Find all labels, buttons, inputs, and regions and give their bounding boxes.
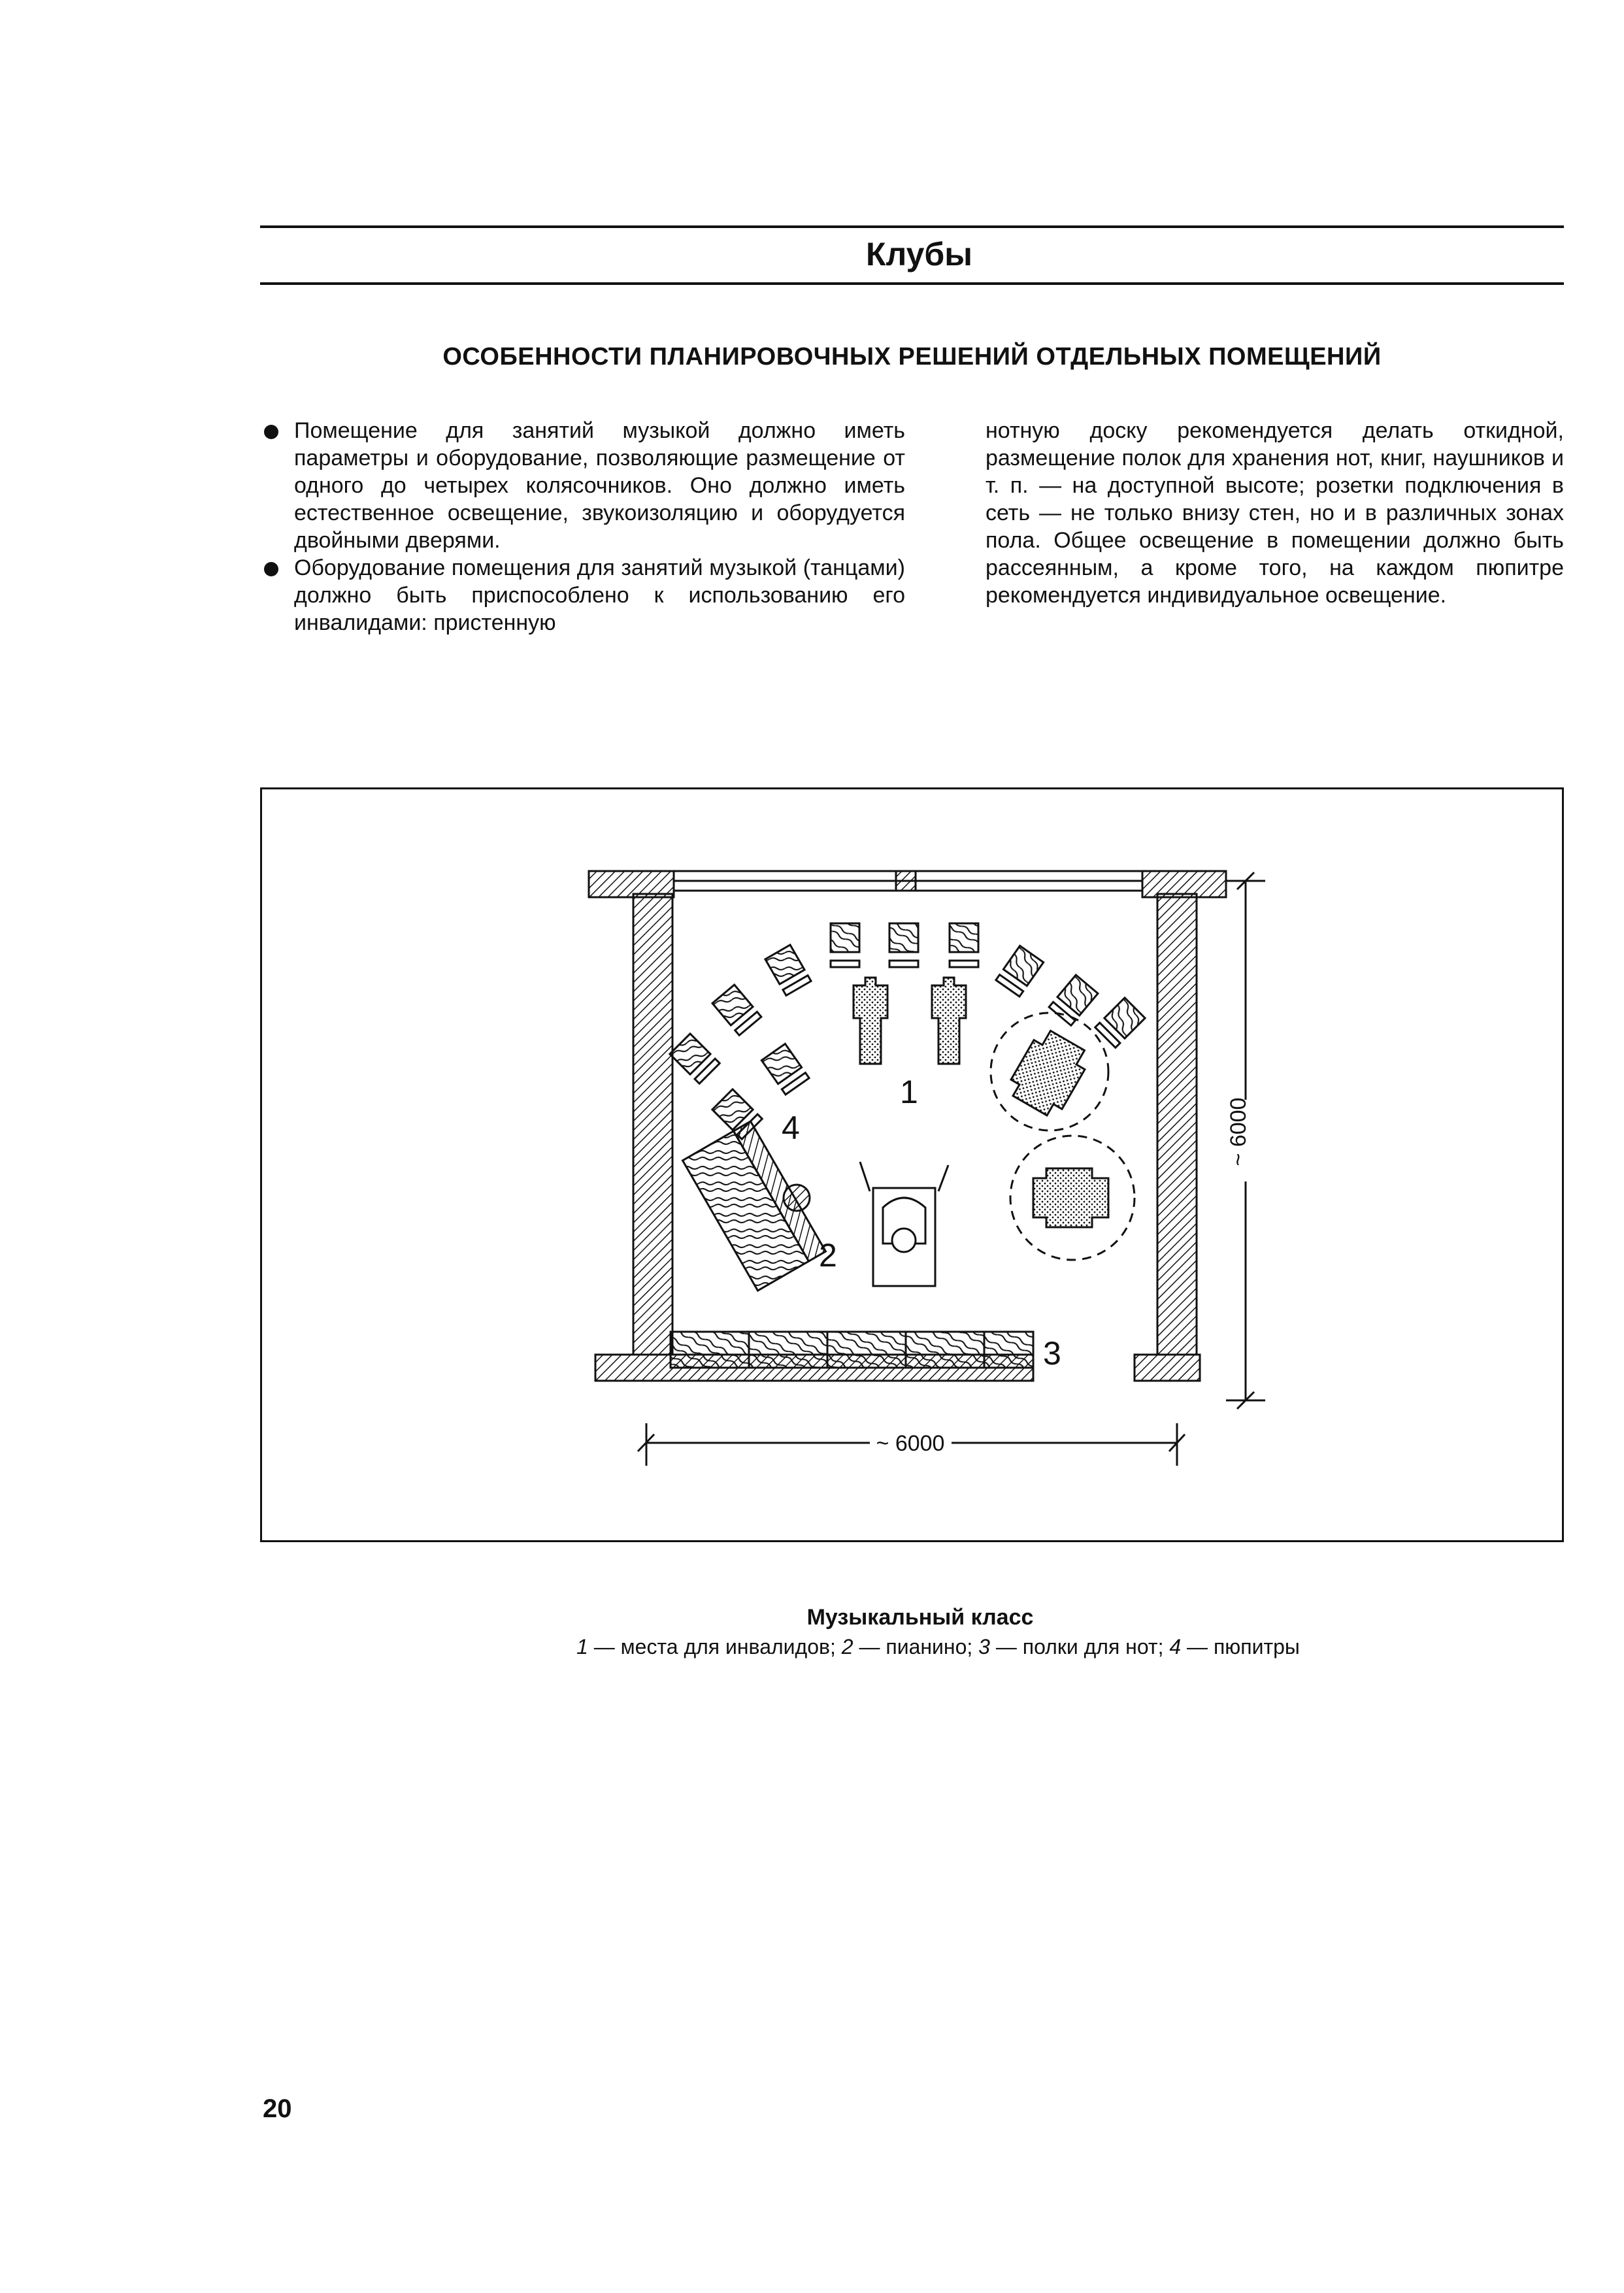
page-number: 20 <box>263 2094 292 2123</box>
legend-text-4: — пюпитры <box>1181 1635 1300 1658</box>
legend-text-1: — места для инвалидов; <box>588 1635 842 1658</box>
teacher-figure <box>860 1162 948 1286</box>
figure-caption-legend <box>260 1635 1564 1659</box>
legend-number-2: 2 <box>841 1635 853 1658</box>
label-1: 1 <box>900 1074 918 1110</box>
header-top-rule <box>260 225 1564 228</box>
legend-number-4: 4 <box>1169 1635 1182 1658</box>
label-3: 3 <box>1043 1335 1061 1372</box>
music-class-plan-drawing <box>262 789 1566 1544</box>
continuation-paragraph: нотную доску рекомендуется делать откидной, размещение полок для хранения нот, книг, наушников и т. п. — на доступной высоте; розетки подключения в сеть — не только внизу стен, но и в различных зонах пола. Общее освещение в помещении должно быть рассеянным, а кроме того, на каждом пюпитре рекомендуется индивидуальное освещение. <box>986 418 1564 608</box>
dimension-vertical-label: ~ 6000 <box>1226 1097 1251 1166</box>
piano-group <box>683 1121 826 1291</box>
figure-caption-title: Музыкальный класс <box>806 1605 1034 1630</box>
text-column-left <box>261 417 905 636</box>
running-header-title: Клубы <box>865 236 972 272</box>
legend-number-3: 3 <box>978 1635 990 1658</box>
label-2: 2 <box>819 1237 837 1274</box>
dimension-horizontal-label: ~ 6000 <box>876 1431 945 1456</box>
chairs-group <box>853 978 966 1064</box>
legend-number-1: 1 <box>576 1635 588 1658</box>
label-4: 4 <box>782 1110 800 1146</box>
legend-text-3: — полки для нот; <box>989 1635 1170 1658</box>
bullet-paragraph-1: Помещение для занятий музыкой должно иметь параметры и оборудование, позволяющие размещение от одного до четырех колясочников. Оно должно иметь естественное освещение, звукоизоляцию и оборудуется двойными дверями. <box>261 417 905 554</box>
figure-frame <box>260 787 1564 1542</box>
wheelchair-places-group <box>991 1013 1135 1260</box>
section-heading: ОСОБЕННОСТИ ПЛАНИРОВОЧНЫХ РЕШЕНИЙ ОТДЕЛЬНЫХ ПОМЕЩЕНИЙ <box>442 343 1382 371</box>
legend-text-2: — пианино; <box>853 1635 979 1658</box>
shelves-group <box>671 1332 1033 1368</box>
header-bottom-rule <box>260 282 1564 285</box>
text-column-right <box>986 417 1564 609</box>
bullet-paragraph-2: Оборудование помещения для занятий музыкой (танцами) должно быть приспособлено к использованию его инвалидами: пристенную <box>261 554 905 636</box>
